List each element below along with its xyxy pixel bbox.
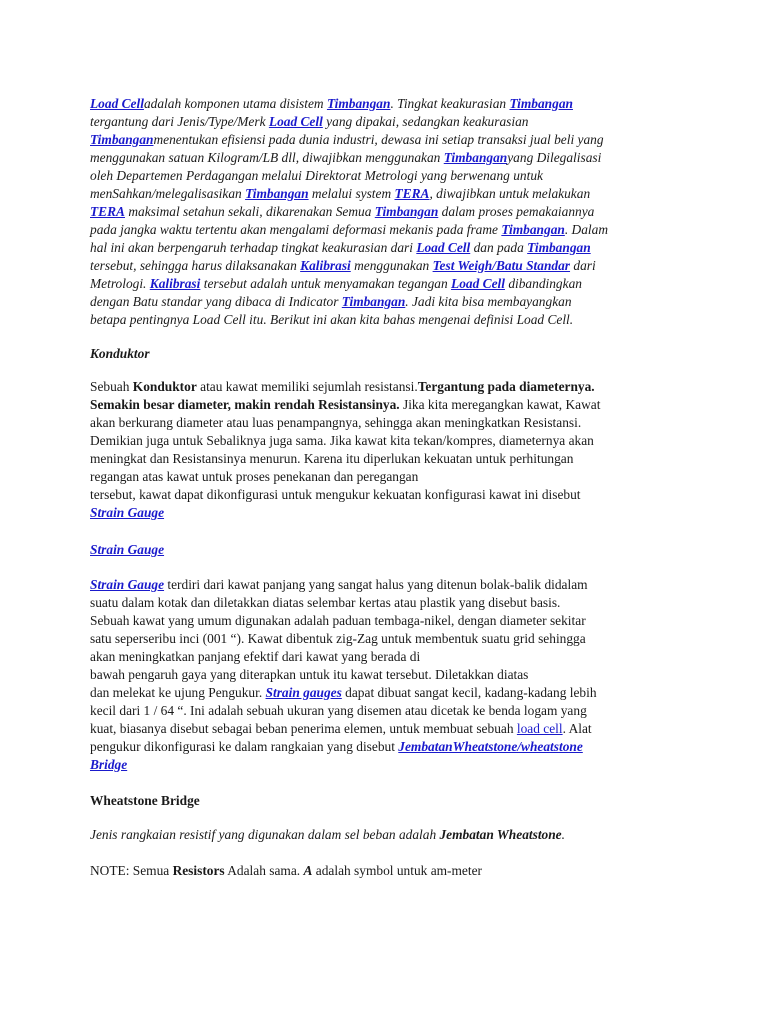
text-run: dan melekat ke ujung Pengukur.	[90, 685, 266, 700]
hyperlink[interactable]: TERA	[90, 204, 125, 219]
text-run: tergantung dari Jenis/Type/Merk	[90, 114, 269, 129]
note-paragraph	[90, 862, 690, 880]
text-line	[90, 293, 690, 311]
bold-text: Semakin besar diameter, makin rendah Resistansinya.	[90, 397, 400, 412]
heading-wheatstone-bridge: Wheatstone Bridge	[90, 793, 200, 808]
text-line	[90, 257, 690, 275]
text-run: . Dalam	[564, 222, 608, 237]
text-line	[90, 414, 690, 432]
text-run: regangan atas kawat untuk proses penekanan dan peregangan	[90, 469, 419, 484]
hyperlink[interactable]: Kalibrasi	[300, 258, 351, 273]
text-run: menggunakan	[350, 258, 433, 273]
text-line	[90, 275, 690, 293]
hyperlink[interactable]: Strain gauges	[265, 685, 342, 700]
text-run: bawah pengaruh gaya yang diterapkan untuk itu kawat tersebut. Diletakkan diatas	[90, 667, 529, 682]
text-run: Jika kita meregangkan kawat, Kawat	[399, 397, 601, 412]
text-line	[90, 684, 690, 702]
text-line	[90, 95, 690, 113]
text-run: menentukan efisiensi pada dunia industri, dewasa ini setiap transaksi jual beli yang	[153, 132, 604, 147]
wheatstone-paragraph	[90, 826, 690, 844]
hyperlink[interactable]: Timbangan	[501, 222, 565, 237]
text-run: Metrologi.	[90, 276, 150, 291]
text-run: tersebut adalah untuk menyamakan tegangan	[200, 276, 452, 291]
text-line	[90, 131, 690, 149]
text-run: yang dipakai, sedangkan keakurasian	[322, 114, 529, 129]
text-run: dalam proses pemakaiannya	[438, 204, 595, 219]
bold-text: Jembatan Wheatstone	[439, 827, 562, 842]
text-run: Sebuah kawat yang umum digunakan adalah paduan tembaga-nikel, dengan diameter sekitar	[90, 613, 586, 628]
hyperlink[interactable]: Timbangan	[90, 132, 154, 147]
text-run: Demikian juga untuk Sebaliknya juga sama. Jika kawat kita tekan/kompres, diameternya akan	[90, 433, 594, 448]
text-line	[90, 720, 690, 738]
hyperlink[interactable]: load cell	[516, 721, 563, 736]
konduktor-paragraph	[90, 378, 690, 522]
text-run: .	[561, 827, 565, 842]
hyperlink[interactable]: Load Cell	[268, 114, 323, 129]
text-line	[90, 504, 690, 522]
text-run: , diwajibkan untuk melakukan	[429, 186, 591, 201]
text-run: NOTE: Semua	[90, 863, 173, 878]
text-run: meningkat dan Resistansinya menurun. Karena itu diperlukan kekuatan untuk perhitungan	[90, 451, 574, 466]
text-run: dan pada	[470, 240, 528, 255]
text-run: Sebuah	[90, 379, 133, 394]
hyperlink[interactable]: JembatanWheatstone/wheatstone	[398, 739, 583, 754]
text-line	[90, 167, 690, 185]
hyperlink[interactable]: Timbangan	[527, 240, 591, 255]
heading-strain-gauge[interactable]	[90, 541, 690, 559]
hyperlink[interactable]: Strain Gauge	[90, 505, 165, 520]
text-run: terdiri dari kawat panjang yang sangat halus yang ditenun bolak-balik didalam	[164, 577, 588, 592]
text-line	[90, 612, 690, 630]
text-run: satu seperseribu inci (001 “). Kawat dibentuk zig-Zag untuk membentuk suatu grid sehingga	[90, 631, 586, 646]
text-line	[90, 576, 690, 594]
text-line	[90, 311, 690, 329]
hyperlink[interactable]: Load Cell	[90, 96, 144, 111]
text-run: kuat, biasanya disebut sebagai beban penerima elemen, untuk membuat sebuah	[90, 721, 517, 736]
bold-text: Tergantung pada diameternya.	[417, 379, 595, 394]
hyperlink[interactable]: Timbangan	[443, 150, 508, 165]
hyperlink[interactable]: Timbangan	[341, 294, 406, 309]
text-run: akan berkurang diameter atau luas penampangnya, sehingga akan meningkatkan Resistansi.	[90, 415, 582, 430]
text-run: suatu dalam kotak dan diletakkan diatas selembar kertas atau plastik yang disebut basis.	[90, 595, 561, 610]
text-line	[90, 149, 690, 167]
text-run: dibandingkan	[504, 276, 582, 291]
text-run: atau kawat memiliki sejumlah resistansi.	[196, 379, 418, 394]
text-line	[90, 594, 690, 612]
hyperlink[interactable]: Timbangan	[509, 96, 573, 111]
text-line	[90, 738, 690, 756]
text-line	[90, 666, 690, 684]
hyperlink[interactable]: Timbangan	[326, 96, 391, 111]
text-run: oleh Departemen Perdagangan melalui Direktorat Metrologi yang berwenang untuk	[90, 168, 543, 183]
text-line	[90, 432, 690, 450]
text-run: betapa pentingnya Load Cell itu. Berikut ini akan kita bahas mengenai definisi Load Cell.	[90, 312, 574, 327]
text-run: dari	[570, 258, 596, 273]
text-run: . Tingkat keakurasian	[390, 96, 510, 111]
hyperlink[interactable]: Timbangan	[245, 186, 309, 201]
text-run: Adalah sama.	[224, 863, 304, 878]
text-run: adalah komponen utama disistem	[143, 96, 327, 111]
bold-text: Konduktor	[132, 379, 197, 394]
text-line	[90, 648, 690, 666]
text-run: dengan Batu standar yang dibaca di Indicator	[90, 294, 342, 309]
text-run: maksimal setahun sekali, dikarenakan Semua	[124, 204, 375, 219]
hyperlink[interactable]: Strain Gauge	[90, 577, 165, 592]
hyperlink[interactable]: Load Cell	[416, 240, 471, 255]
text-run: menggunakan satuan Kilogram/LB dll, diwajibkan menggunakan	[90, 150, 444, 165]
intro-paragraph	[90, 95, 690, 329]
text-run: pengukur dikonfigurasi ke dalam rangkaian yang disebut	[90, 739, 399, 754]
hyperlink[interactable]: Timbangan	[374, 204, 439, 219]
text-line	[90, 113, 690, 131]
hyperlink[interactable]: Test Weigh/Batu Standar	[432, 258, 571, 273]
text-run: hal ini akan berpengaruh terhadap tingkat keakurasian dari	[90, 240, 417, 255]
text-run: tersebut, kawat dapat dikonfigurasi untuk mengukur kekuatan konfigurasi kawat ini disebut	[90, 487, 581, 502]
text-line	[90, 630, 690, 648]
text-run: tersebut, sehingga harus dilaksanakan	[90, 258, 301, 273]
hyperlink[interactable]: TERA	[394, 186, 430, 201]
text-run: kecil dari 1 / 64 “. Ini adalah sebuah ukuran yang disemen atau dicetak ke benda logam yang	[90, 703, 587, 718]
text-line	[90, 203, 690, 221]
text-line	[90, 486, 690, 504]
text-line	[90, 702, 690, 720]
text-run: melalui system	[308, 186, 395, 201]
heading-konduktor: Konduktor	[90, 346, 150, 361]
text-run: . Jadi kita bisa membayangkan	[405, 294, 572, 309]
text-line	[90, 756, 690, 774]
text-line	[90, 378, 690, 396]
text-run: pada jangka waktu tertentu akan mengalami deformasi mekanis pada frame	[90, 222, 502, 237]
text-run: akan meningkatkan panjang efektif dari kawat yang berada di	[90, 649, 421, 664]
bold-text: Resistors	[172, 863, 225, 878]
text-run: menSahkan/melegalisasikan	[90, 186, 246, 201]
hyperlink[interactable]: Bridge	[90, 757, 128, 772]
text-line	[90, 239, 690, 257]
hyperlink[interactable]: Kalibrasi	[149, 276, 201, 291]
text-line	[90, 468, 690, 486]
text-run: . Alat	[562, 721, 592, 736]
text-line	[90, 185, 690, 203]
text-line	[90, 862, 690, 880]
text-line	[90, 221, 690, 239]
text-line	[90, 450, 690, 468]
text-run: dapat dibuat sangat kecil, kadang-kadang lebih	[341, 685, 597, 700]
text-run: adalah symbol untuk am-meter	[312, 863, 482, 878]
text-run: yang Dilegalisasi	[507, 150, 602, 165]
strain-gauge-paragraph	[90, 576, 690, 774]
text-line	[90, 826, 690, 844]
bold-text: A	[303, 863, 313, 878]
text-run: Jenis rangkaian resistif yang digunakan dalam sel beban adalah	[90, 827, 440, 842]
hyperlink[interactable]: Load Cell	[451, 276, 505, 291]
strain-gauge-heading-link[interactable]: Strain Gauge	[90, 542, 165, 557]
text-line	[90, 396, 690, 414]
